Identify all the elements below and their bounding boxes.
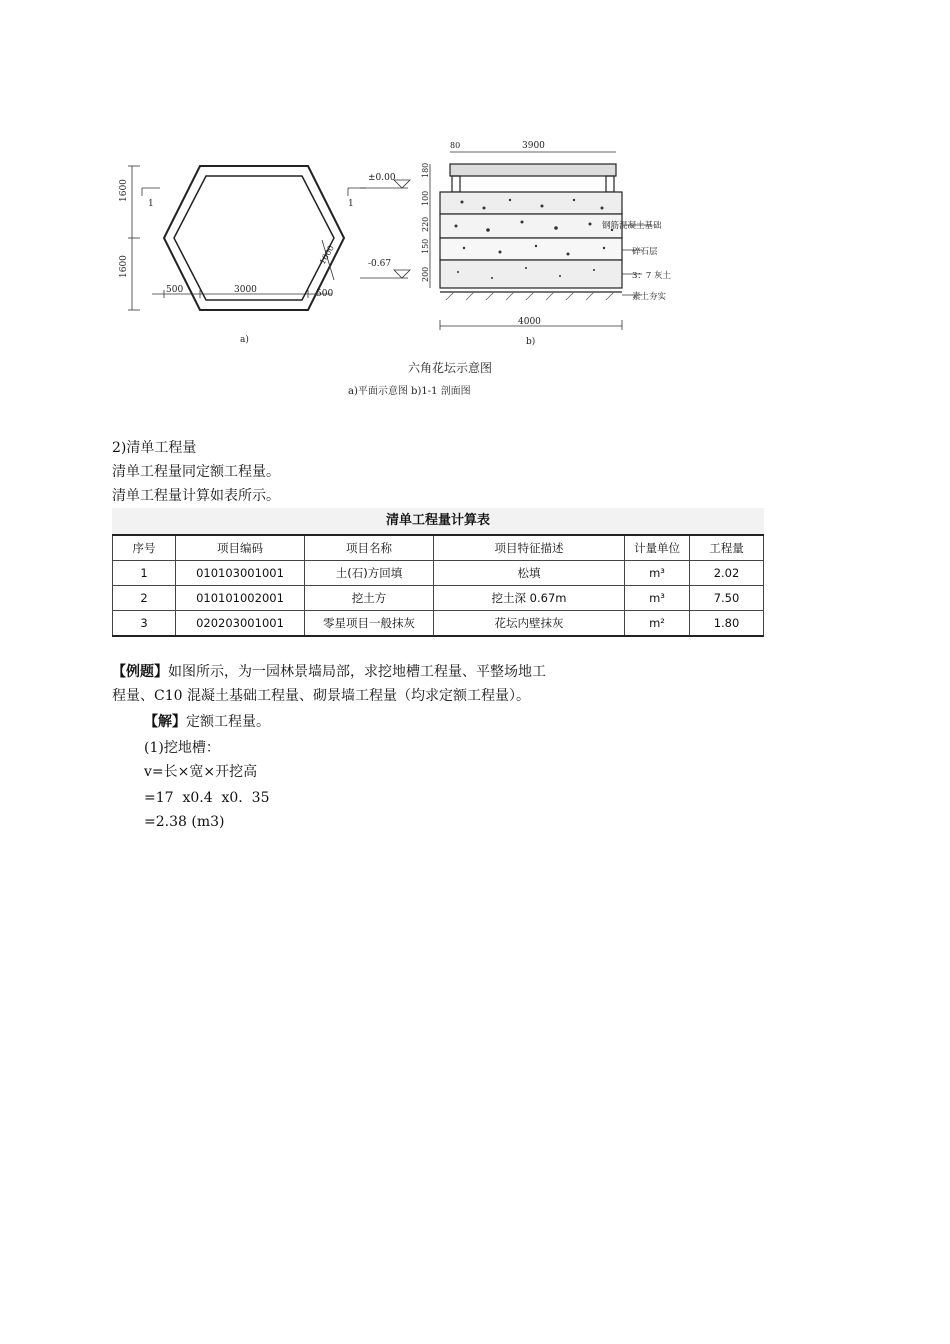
table-body [112,534,764,637]
plan-dim-left: 500 [166,285,184,295]
plan-dim-mid: 3000 [234,285,257,295]
plan-dim-bottom: 1600 [119,255,129,278]
plan-dim-diag: 1600 [317,243,336,266]
table-cell: 020203001001 [176,611,305,637]
table-row [113,561,764,586]
table-row [113,611,764,637]
header-cell: 序号 [113,535,176,561]
figure-caption-sub: a)平面示意图 b)1-1 剖面图 [348,386,471,397]
calc-line-1: =17 x0.4 x0. 35 [144,790,270,806]
layer1-dim: 180 [421,162,430,178]
layer5-dim: 200 [421,266,430,282]
table-cell: 挖土方 [305,586,434,611]
layer2-dim: 100 [421,190,430,206]
table-cell: 010101002001 [176,586,305,611]
layer-label-3: 3：7 灰土 [632,271,672,281]
example-line-1 [112,660,546,684]
table-cell: m³ [625,561,690,586]
formula: v=长×宽×开挖高 [144,764,258,780]
hexagon-flowerbed-figure [112,130,672,410]
header-cell: 计量单位 [625,535,690,561]
plan-section-mark-left: 1 [148,199,154,209]
table-cell: 3 [113,611,176,637]
table-cell: 1 [113,561,176,586]
table-cell: 土(石)方回填 [305,561,434,586]
calc-line-2: =2.38 (m3) [144,814,225,830]
plan-label: a) [240,335,249,345]
table-header-row [113,535,764,561]
plan-dim-right: 500 [316,289,334,299]
header-cell: 项目编码 [176,535,305,561]
figure-drawing [112,130,672,410]
figure-caption-title: 六角花坛示意图 [408,361,493,375]
table-cell: m² [625,611,690,637]
header-cell: 项目特征描述 [434,535,625,561]
plan-section-mark-right: 1 [348,199,354,209]
plan-dim-top: 1600 [119,179,129,202]
table-cell: m³ [625,586,690,611]
layer-label-4: 素土夯实 [632,292,667,302]
table-cell: 挖土深 0.67m [434,586,625,611]
section-label: b) [526,337,536,347]
solution-text: 定额工程量。 [186,714,270,730]
example-tag: 【例题】 [112,664,168,680]
elev-top: ±0.00 [368,173,396,183]
quantity-table [112,508,764,637]
sect-dim-bottom: 4000 [518,317,541,327]
paragraph-line-2: 清单工程量计算如表所示。 [112,488,280,504]
sect-dim-top: 3900 [522,141,545,151]
solution-tag: 【解】 [144,714,186,730]
elev-bottom: -0.67 [368,259,392,269]
header-cell: 工程量 [690,535,764,561]
example-text-2: 程量、C10 混凝土基础工程量、砌景墙工程量（均求定额工程量）。 [112,688,530,704]
table-cell: 零星项目一般抹灰 [305,611,434,637]
table-cell: 010103001001 [176,561,305,586]
table-title: 清单工程量计算表 [112,508,764,534]
solution-line [144,710,270,734]
example-text-1: 如图所示，为一园林景墙局部，求挖地槽工程量、平整场地工 [168,664,546,680]
layer-label-2: 碎石层 [632,247,658,257]
paragraph-line-1: 清单工程量同定额工程量。 [112,464,280,480]
table-cell: 7.50 [690,586,764,611]
table-cell: 2.02 [690,561,764,586]
table-cell: 1.80 [690,611,764,637]
layer-label-1: 钢筋混凝土基础 [602,221,662,231]
header-cell: 项目名称 [305,535,434,561]
layer4-dim: 150 [421,238,430,254]
sect-dim-top-left: 80 [450,141,461,150]
section-view [440,164,622,292]
table-cell: 2 [113,586,176,611]
section-heading: 2)清单工程量 [112,440,197,456]
table-row [113,586,764,611]
table-cell: 花坛内壁抹灰 [434,611,625,637]
table-cell: 松填 [434,561,625,586]
layer3-dim: 220 [421,216,430,232]
step-1: (1)挖地槽： [144,740,220,756]
